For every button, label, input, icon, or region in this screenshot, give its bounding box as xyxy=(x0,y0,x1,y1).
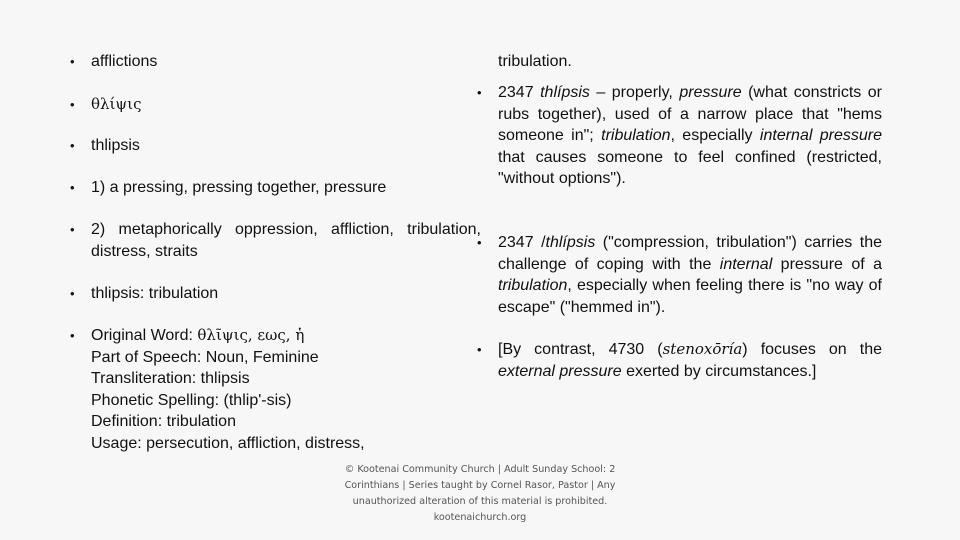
bullet-thlipsis-properly xyxy=(477,82,882,190)
text-run: ) focuses on the xyxy=(742,341,883,358)
text-run: , especially xyxy=(670,127,760,144)
text-run: ("compression, tribulation") carries the challenge of coping with the xyxy=(498,234,882,273)
text-run-italic: thlípsis xyxy=(545,234,596,251)
text-run-italic: tribulation xyxy=(498,277,568,294)
text-run: [By contrast, 4730 ( xyxy=(498,341,663,358)
bullet-thlipsis-tribulation xyxy=(70,283,431,305)
bullet-text: 2) metaphorically oppression, affliction, tribulation, distress, straits xyxy=(91,221,481,260)
bullet-afflictions xyxy=(70,51,431,73)
text-run-italic: external pressure xyxy=(498,362,622,380)
text-run: that causes someone to feel confined (restricted, "without options"). xyxy=(498,148,882,187)
text-run: (what constricts or rubs together), used of a narrow place that "hems someone in"; xyxy=(498,84,882,144)
definition: Definition: tribulation xyxy=(91,413,236,430)
text-run-italic: thlípsis xyxy=(540,84,590,101)
text-run-italic: internal xyxy=(719,255,773,273)
bullet-text: thlipsis xyxy=(91,137,140,154)
usage: Usage: persecution, affliction, distress, xyxy=(91,434,365,452)
bullet-thlipsis-compression xyxy=(477,232,882,318)
bullet-text: afflictions xyxy=(91,53,158,70)
text-run-italic: pressure xyxy=(679,84,742,101)
original-word-label: Original Word: xyxy=(91,327,198,344)
copyright-footer: © Kootenai Community Church | Adult Sunday School: 2 Corinthians | Series taught by Cornel Rasor, Pastor | Any unauthorized alteration of this material is prohibited. kootenaichurch.org xyxy=(344,464,616,523)
text-run: – properly, xyxy=(589,84,680,101)
phonetic-spelling: Phonetic Spelling: (thlip'-sis) xyxy=(91,391,292,409)
part-of-speech: Part of Speech: Noun, Feminine xyxy=(91,348,319,366)
text-run-italic: internal pressure xyxy=(759,127,883,144)
original-word-line xyxy=(91,325,471,347)
bullet-definition-2 xyxy=(70,219,481,262)
bullet-text: 1) a pressing, pressing together, pressure xyxy=(91,179,387,196)
bullet-greek-word xyxy=(70,94,431,116)
text-run: 2347 xyxy=(498,84,541,101)
text-run-italic: stenoxōría xyxy=(662,340,743,358)
bullet-text: thlipsis: tribulation xyxy=(91,285,219,302)
text-run: pressure of a xyxy=(772,255,883,273)
bullet-stenoxoria-contrast xyxy=(477,339,882,382)
right-top-continuation: tribulation. xyxy=(498,53,572,70)
greek-word: θλίψις xyxy=(91,95,142,113)
text-run-italic: tribulation xyxy=(601,127,671,144)
text-run: 2347 / xyxy=(498,234,546,251)
bullet-lexicon-entry xyxy=(70,325,471,454)
transliteration: Transliteration: thlipsis xyxy=(91,370,250,387)
text-run: exerted by circumstances.] xyxy=(621,362,817,380)
bullet-definition-1 xyxy=(70,177,451,199)
original-word-greek: θλῖψις, εως, ἡ xyxy=(197,326,305,344)
text-run: , especially when feeling there is "no way of escape" ("hemmed in"). xyxy=(498,277,882,316)
bullet-transliteration xyxy=(70,135,431,157)
